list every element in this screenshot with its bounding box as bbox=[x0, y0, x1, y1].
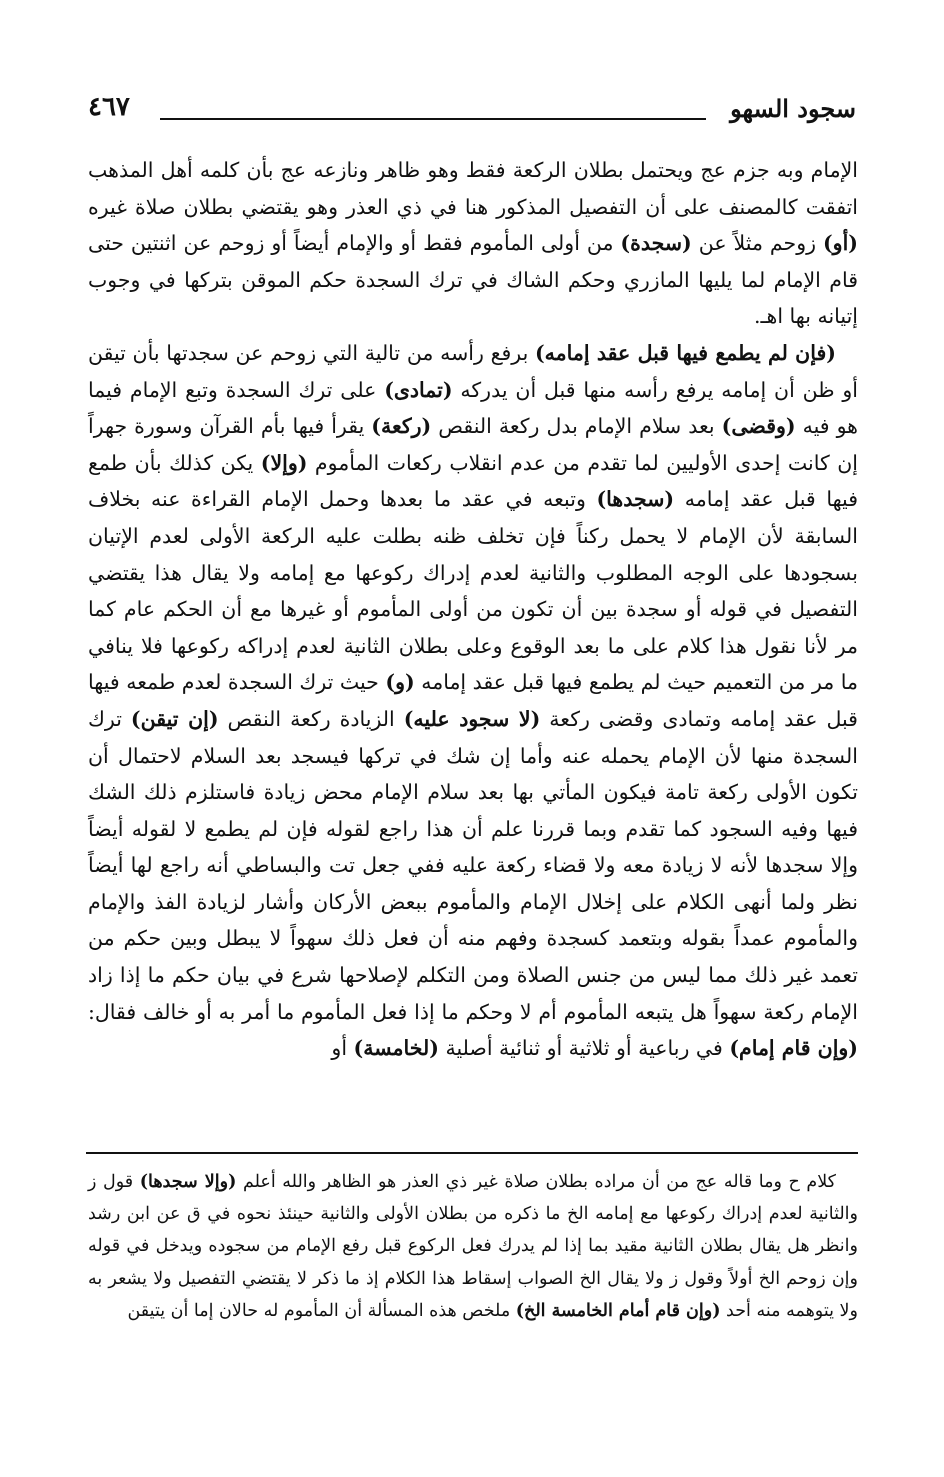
paragraph-2 bbox=[88, 335, 858, 1067]
commentary-segment: قول ز والثانية لعدم إدراك ركوعها مع إمامه الخ ما ذكره من بطلان الأولى والثانية حينئذ نحوه في ق عن ابن رشد وانظر هل يقال بطلان الثانية مقيد بما إذا لم يدرك فعل الركوع قبل رفع الإمام من سجوده ويدخل في قوله وإن زوحم الخ أولاً وقول ز ولا يقال الخ الصواب إسقاط هذا الكلام إذ ما ذكر لا يقتضي التفصيل ولا يشعر به ولا يتوهمه منه أحد bbox=[88, 1172, 858, 1321]
running-title: سجود السهو bbox=[730, 94, 856, 123]
bold-matn-segment: (وقضى) bbox=[721, 414, 796, 439]
commentary-segment: الإمام وبه جزم عج ويحتمل بطلان الركعة فقط وهو ظاهر ونازعه عج بأن كلمه أهل المذهب اتفقت كالمصنف على أن التفصيل المذكور هنا في ذي العذر وهو يقتضي بطلان صلاة غيره bbox=[88, 158, 858, 219]
commentary-segment: الزيادة ركعة النقص bbox=[218, 706, 404, 731]
page-number: ٤٦٧ bbox=[88, 92, 130, 122]
bold-matn-segment: (سجدة) bbox=[620, 231, 692, 256]
bold-matn-segment: (إن تيقن) bbox=[130, 706, 219, 731]
bold-matn-segment: (ركعة) bbox=[371, 414, 432, 439]
header-rule bbox=[160, 118, 706, 120]
commentary-segment: زوحم مثلاً عن bbox=[691, 231, 823, 256]
main-text bbox=[88, 152, 858, 1067]
commentary-segment: ترك السجدة منها لأن الإمام يحمله عنه وأما إن شك في تركها فيسجد بعد السلام لاحتمال أن تكون الأولى ركعة تامة فيكون المأتي بها بعد سلام الإمام محض زيادة فاستلزم ذلك الشك فيها وفيه السجود كما تقدم وبما قررنا علم أن هذا راجع لقوله فإن لم يطمع لا لقوله أيضاً وإلا سجدها لأنه لا زيادة معه ولا قضاء ركعة عليه ففي جعل تت والبساطي أنه راجع لها أيضاً نظر ولما أنهى الكلام على إخلال الإمام والمأموم ببعض الأركان وأشار لزيادة الفذ والإمام والمأموم عمداً بقوله وبتعمد كسجدة وفهم منه أن فعل ذلك سهواً لا يبطل وبين حكم من تعمد غير ذلك مما ليس من جنس الصلاة ومن التكلم لإصلاحها شرع في بيان حكم ما إذا زاد الإمام ركعة سهواً هل يتبعه المأموم أم لا وحكم ما إذا فعل المأموم ما أمر به أو خالف فقال: bbox=[88, 706, 858, 1024]
bold-matn-segment: (وإن قام إمام) bbox=[729, 1036, 858, 1061]
footnote-text bbox=[88, 1166, 858, 1327]
footnote-paragraph bbox=[88, 1166, 858, 1327]
commentary-segment: يقرأ فيها بأم القرآن وسورة جهراً إن كانت إحدى الأوليين لما تقدم من عدم انقلاب ركعات المأموم bbox=[88, 414, 859, 475]
paragraph-1 bbox=[88, 152, 858, 335]
bold-matn-segment: (فإن لم يطمع فيها قبل عقد إمامه) bbox=[534, 340, 836, 365]
commentary-segment: وتبعه في عقد ما بعدها وحمل الإمام القراءة عنه بخلاف السابقة لأن الإمام لا يحمل ركناً فإن تخلف ظنه بطلت عليه الركعة الأولى لعدم الإتيان بسجودها على الوجه المطلوب والثانية لعدم إدراك ركوعها مع إمامه ولا يقال هذا يقتضي التفصيل في قوله أو سجدة بين أن تكون من أولى المأموم أو غيرها مع أن الحكم عام كما مر لأنا نقول هذا كلام على ما بعد الوقوع وعلى بطلان الثانية لعدم إدراكه ركوعها فلا ينافي ما مر من التعميم حيث لم يطمع فيها قبل عقد إمامه bbox=[88, 487, 858, 695]
commentary-segment: من أولى المأموم فقط أو والإمام أيضاً أو زوحم عن اثنتين حتى قام الإمام لما يليها المازري وحكم الشاك في ترك السجدة حكم الموقن بتركها في وجوب إتيانه بها اهـ. bbox=[88, 231, 858, 329]
bold-matn-segment: (وإلا) bbox=[260, 450, 308, 475]
commentary-segment: بعد سلام الإمام بدل ركعة النقص bbox=[431, 414, 722, 439]
footnote-divider bbox=[86, 1152, 858, 1154]
commentary-segment: برفع رأسه من تالية التي زوحم عن سجدتها بأن تيقن أو ظن أن إمامه يرفع رأسه منها قبل أن يدركه bbox=[88, 340, 858, 402]
bold-matn-segment: (وإن قام أمام الخامسة الخ) bbox=[515, 1300, 721, 1321]
bold-matn-segment: (أو) bbox=[822, 231, 858, 256]
bold-matn-segment: (سجدها) bbox=[596, 487, 675, 512]
bold-matn-segment: (وإلا سجدها) bbox=[139, 1172, 237, 1192]
bold-matn-segment: (تمادى) bbox=[384, 377, 453, 402]
commentary-segment: يكن كذلك بأن طمع فيها قبل عقد إمامه bbox=[88, 450, 859, 512]
page-header bbox=[88, 92, 856, 126]
commentary-segment: على ترك السجدة وتبع الإمام فيما هو فيه bbox=[88, 377, 858, 439]
commentary-segment: في رباعية أو ثلاثية أو ثنائية أصلية bbox=[438, 1036, 730, 1061]
commentary-segment: حيث ترك السجدة لعدم طمعه فيها قبل عقد إمامه وتمادى وقضى ركعة bbox=[88, 670, 858, 731]
bold-matn-segment: (لخامسة) bbox=[353, 1036, 439, 1061]
commentary-segment: كلام ح وما قاله عج من أن مراده بطلان صلاة غير ذي العذر هو الظاهر والله أعلم bbox=[236, 1172, 837, 1192]
commentary-segment: أو bbox=[331, 1036, 354, 1061]
bold-matn-segment: (لا سجود عليه) bbox=[403, 706, 541, 731]
bold-matn-segment: (و) bbox=[385, 670, 415, 695]
commentary-segment: ملخص هذه المسألة أن المأموم له حالان إما أن يتيقن bbox=[127, 1300, 516, 1321]
